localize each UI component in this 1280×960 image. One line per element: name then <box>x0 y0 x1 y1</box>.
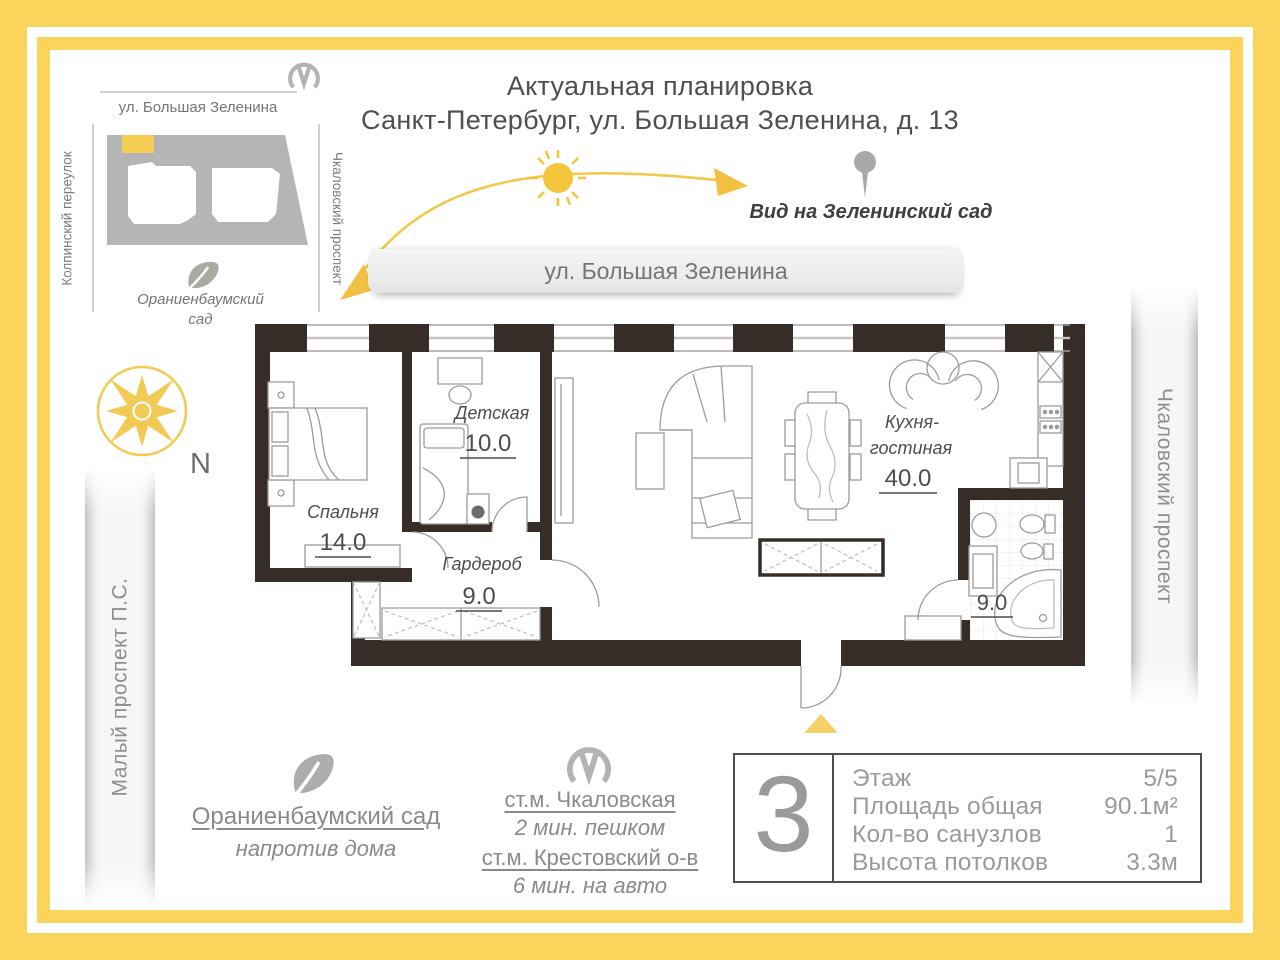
minimap-street-line-top <box>100 91 297 93</box>
window <box>945 325 1005 351</box>
bathroom-basin <box>969 513 997 596</box>
highlighted-flat <box>122 135 154 153</box>
leaf-icon <box>185 258 221 292</box>
entrance-arrow-icon <box>791 714 851 733</box>
room-area: 14.0 <box>319 529 367 556</box>
info-row: Кол-во санузлов 1 <box>852 821 1178 848</box>
street-bar: ул. Большая Зеленина <box>368 249 964 293</box>
metro-time-2: 6 мин. на авто <box>512 872 668 898</box>
metro-logo-icon <box>564 738 614 785</box>
room-area: 10.0 <box>464 430 512 457</box>
entrance-door-arc <box>801 666 841 708</box>
room-name: Гардероб <box>442 554 522 574</box>
kids-bed <box>420 424 468 524</box>
room-name-2: гостиная <box>869 438 953 458</box>
info-box <box>733 753 1202 883</box>
dining-table <box>785 392 861 520</box>
bathroom-door-arc <box>918 580 958 620</box>
armchairs-round-table <box>881 351 1007 413</box>
info-row: Площадь общая 90.1м² <box>852 793 1178 820</box>
floorplan <box>255 318 1105 733</box>
wardrobe-units <box>353 582 540 640</box>
window <box>674 325 733 351</box>
room-name: Кухня- <box>885 412 939 432</box>
courtyard-left <box>128 162 196 224</box>
street-ribbon-right: Чкаловский проспект <box>1131 287 1198 705</box>
info-row: Этаж 5/5 <box>852 765 1178 792</box>
info-row: Высота потолков 3.3м <box>852 849 1178 876</box>
page-title <box>300 70 1020 138</box>
compass-north-label: N <box>190 448 211 480</box>
minimap-street-top-label: ул. Большая Зеленина <box>118 99 278 116</box>
park-note-title: Ораниенбаумский сад <box>191 803 441 830</box>
courtyard-right <box>212 168 280 222</box>
leaf-icon <box>286 748 341 800</box>
tv-console <box>760 540 883 575</box>
metro-station-1: ст.м. Чкаловская <box>504 787 676 812</box>
metro-station-2: ст.м. Крестовский о-в <box>481 845 699 871</box>
park-note-subtitle: напротив дома <box>235 836 397 861</box>
kitchen-counter <box>1038 352 1063 466</box>
furniture <box>268 351 1063 640</box>
minimap-building <box>100 128 315 253</box>
rooms-count: 3 <box>753 753 814 874</box>
compass-rose-icon <box>77 353 207 475</box>
living-shelf <box>555 378 573 523</box>
room-area: 9.0 <box>976 590 1008 615</box>
park-note <box>146 803 486 862</box>
title-line1: Актуальная планировка <box>506 71 814 101</box>
window <box>307 325 369 351</box>
window <box>429 325 494 351</box>
hall-cabinet <box>905 616 961 640</box>
room-area: 40.0 <box>884 465 932 492</box>
corner-sofa <box>660 366 752 538</box>
room-name: Спальня <box>307 502 379 522</box>
info-rows <box>834 755 1200 881</box>
kids-washer <box>467 494 489 524</box>
kids-door-arc <box>492 497 527 532</box>
minimap-street-right-label: Чкаловский проспект <box>329 151 345 285</box>
toilet <box>1020 515 1055 533</box>
rooms-count-cell <box>735 755 834 881</box>
view-note-label: Вид на Зеленинский сад <box>749 201 993 223</box>
wardrobe-door-arc <box>552 560 599 607</box>
window <box>554 325 614 351</box>
kitchen-appliance <box>1010 458 1047 488</box>
arc-arrow-right-icon <box>714 168 748 196</box>
minimap-park-label: Ораниенбаумский сад <box>137 291 264 328</box>
coffee-table <box>636 433 664 489</box>
window <box>793 325 853 351</box>
metro-logo-icon <box>286 56 322 90</box>
minimap-street-left-label: Колпинский переулок <box>59 150 75 286</box>
metro-note <box>450 788 730 899</box>
street-ribbon-left: Малый проспект П.С. <box>85 468 155 906</box>
map-pin-icon <box>851 150 881 202</box>
title-line2: Санкт-Петербург, ул. Большая Зеленина, д. 13 <box>361 104 959 135</box>
metro-time-1: 2 мин. пешком <box>514 814 666 840</box>
bedroom-bed <box>269 408 367 480</box>
kids-desk <box>438 358 482 404</box>
bidet <box>1021 543 1053 559</box>
room-area: 9.0 <box>462 583 496 610</box>
minimap-street-line-left <box>92 124 94 312</box>
room-name: Детская <box>454 403 530 423</box>
